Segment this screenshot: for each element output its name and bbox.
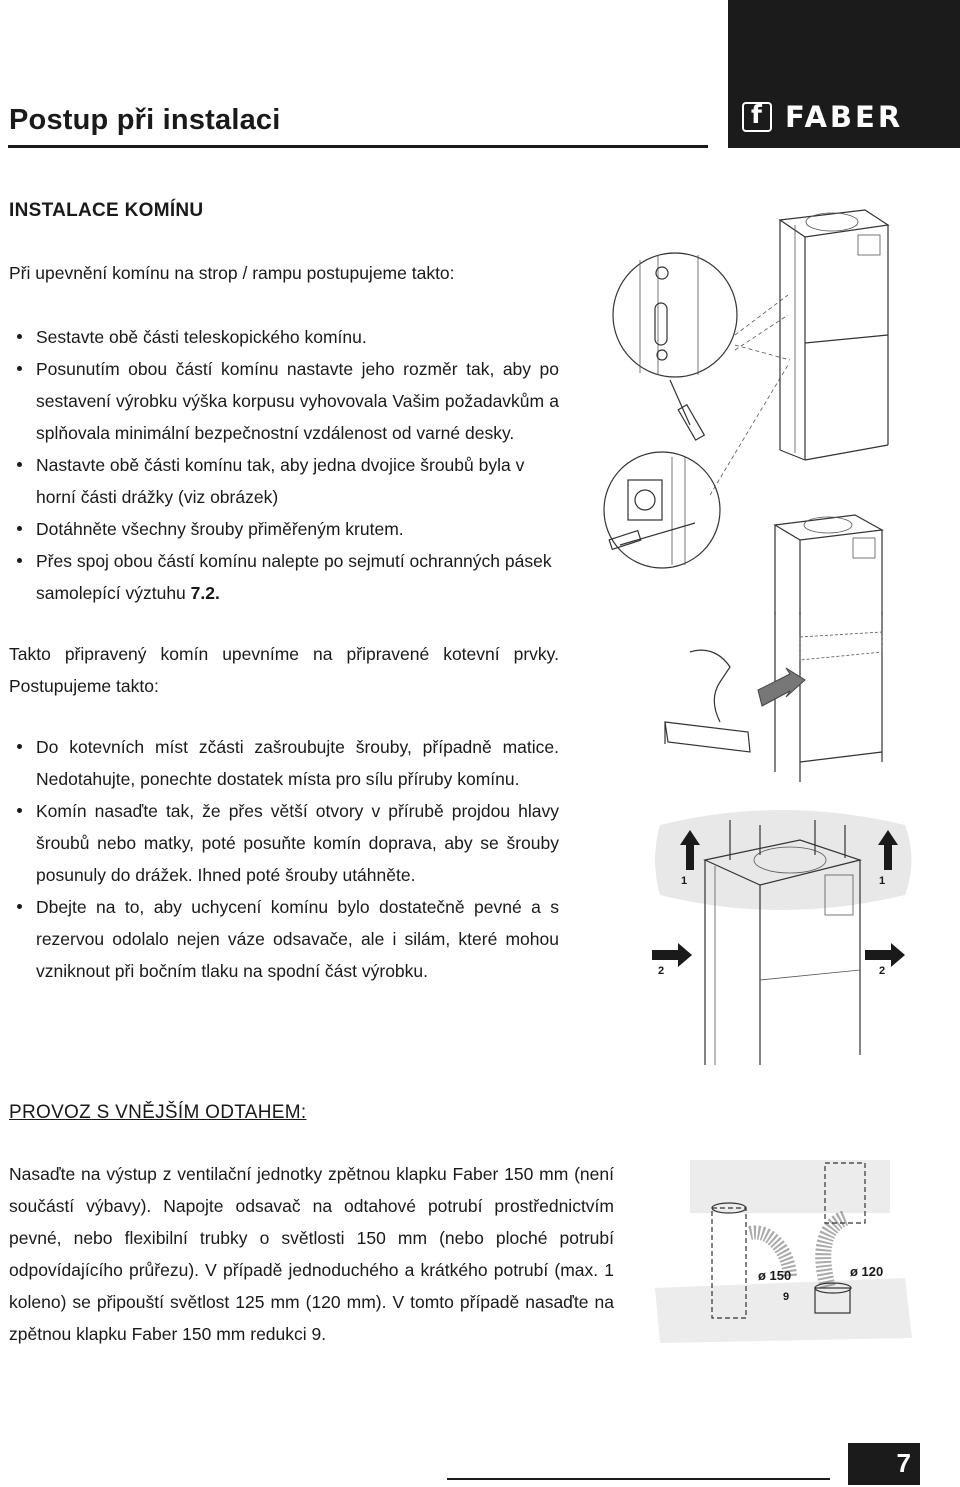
list-item: Sestavte obě části teleskopického komínu.: [9, 321, 559, 353]
faber-logo: [728, 0, 960, 148]
chimney-bracket-illustration: [660, 612, 890, 782]
list-item: Posunutím obou částí komínu nastavte jeho rozměr tak, aby po sestavení výrobku výška korpusu vyhovovala Vašim požadavkům a splňovala minimální bezpečnostní vzdálenost od varné desky.: [9, 353, 559, 449]
list-item: [9, 545, 559, 609]
list-item: Do kotevních míst zčásti zašroubujte šrouby, případně matice. Nedotahujte, ponechte dostatek místa pro sílu příruby komínu.: [9, 731, 559, 795]
list-item: Nastavte obě části komínu tak, aby jedna dvojice šroubů byla v horní části drážky (viz obrázek): [9, 449, 559, 513]
page-number-box: [848, 1443, 920, 1485]
diameter-label-120: ø 120: [850, 1264, 884, 1279]
chimney-screw-illustration: [600, 195, 900, 615]
arrow-label-2: 2: [658, 965, 665, 977]
mounting-steps-list: [9, 731, 559, 987]
title-rule: [8, 145, 708, 148]
page-title: Postup při instalaci: [9, 104, 281, 136]
list-item-text: Přes spoj obou částí komínu nalepte po sejmutí ochranných pásek samolepící výztuhu: [36, 551, 552, 603]
page-number: 7: [896, 1448, 911, 1478]
chimney-ceiling-mount-illustration: [650, 800, 920, 1065]
logo-text: FABER: [785, 100, 904, 134]
faber-logo-icon: [742, 102, 772, 132]
list-item: Dotáhněte všechny šrouby přiměřeným krutem.: [9, 513, 559, 545]
arrow-label-1: 1: [681, 875, 688, 887]
list-item: Komín nasaďte tak, že přes větší otvory v přírubě projdou hlavy šroubů nebo matky, poté posuňte komín doprava, aby se šrouby posunuly do drážek. Ihned poté šrouby utáhněte.: [9, 795, 559, 891]
assembly-steps-list: [9, 321, 559, 609]
section-heading-chimney: INSTALACE KOMÍNU: [9, 200, 204, 221]
part-label-9: 9: [783, 1291, 790, 1303]
reference-bold: 7.2.: [190, 583, 220, 603]
section-heading-exhaust: PROVOZ S VNĚJŠÍM ODTAHEM:: [9, 1102, 307, 1123]
arrow-label-2: 2: [879, 965, 886, 977]
arrow-label-1: 1: [879, 875, 886, 887]
footer-rule: [447, 1478, 830, 1480]
mount-intro: Takto připravený komín upevníme na připravené kotevní prvky. Postupujeme takto:: [9, 644, 559, 696]
exhaust-body: Nasaďte na výstup z ventilační jednotky zpětnou klapku Faber 150 mm (není součástí výbavy). Napojte odsavač na odtahové potrubí prostřednictvím pevné, nebo flexibilní trubky o světlosti 150 mm (nebo ploché potrubí odpovídajícího průřezu). V případě jednoduchého a krátkého potrubí (max. 1 koleno) se připouští světlost 125 mm (120 mm). V tomto případě nasaďte na zpětnou klapku Faber 150 mm redukci 9.: [9, 1164, 614, 1344]
diameter-label-150: ø 150: [758, 1268, 792, 1283]
list-item: Dbejte na to, aby uchycení komínu bylo dostatečně pevné a s rezervou odolalo nejen váze odsavače, ale i silám, které mohou vzniknout při bočním tlaku na spodní část výrobku.: [9, 891, 559, 987]
exhaust-duct-illustration: [650, 1158, 915, 1348]
section-intro: Při upevnění komínu na strop / rampu postupujeme takto:: [9, 263, 455, 283]
